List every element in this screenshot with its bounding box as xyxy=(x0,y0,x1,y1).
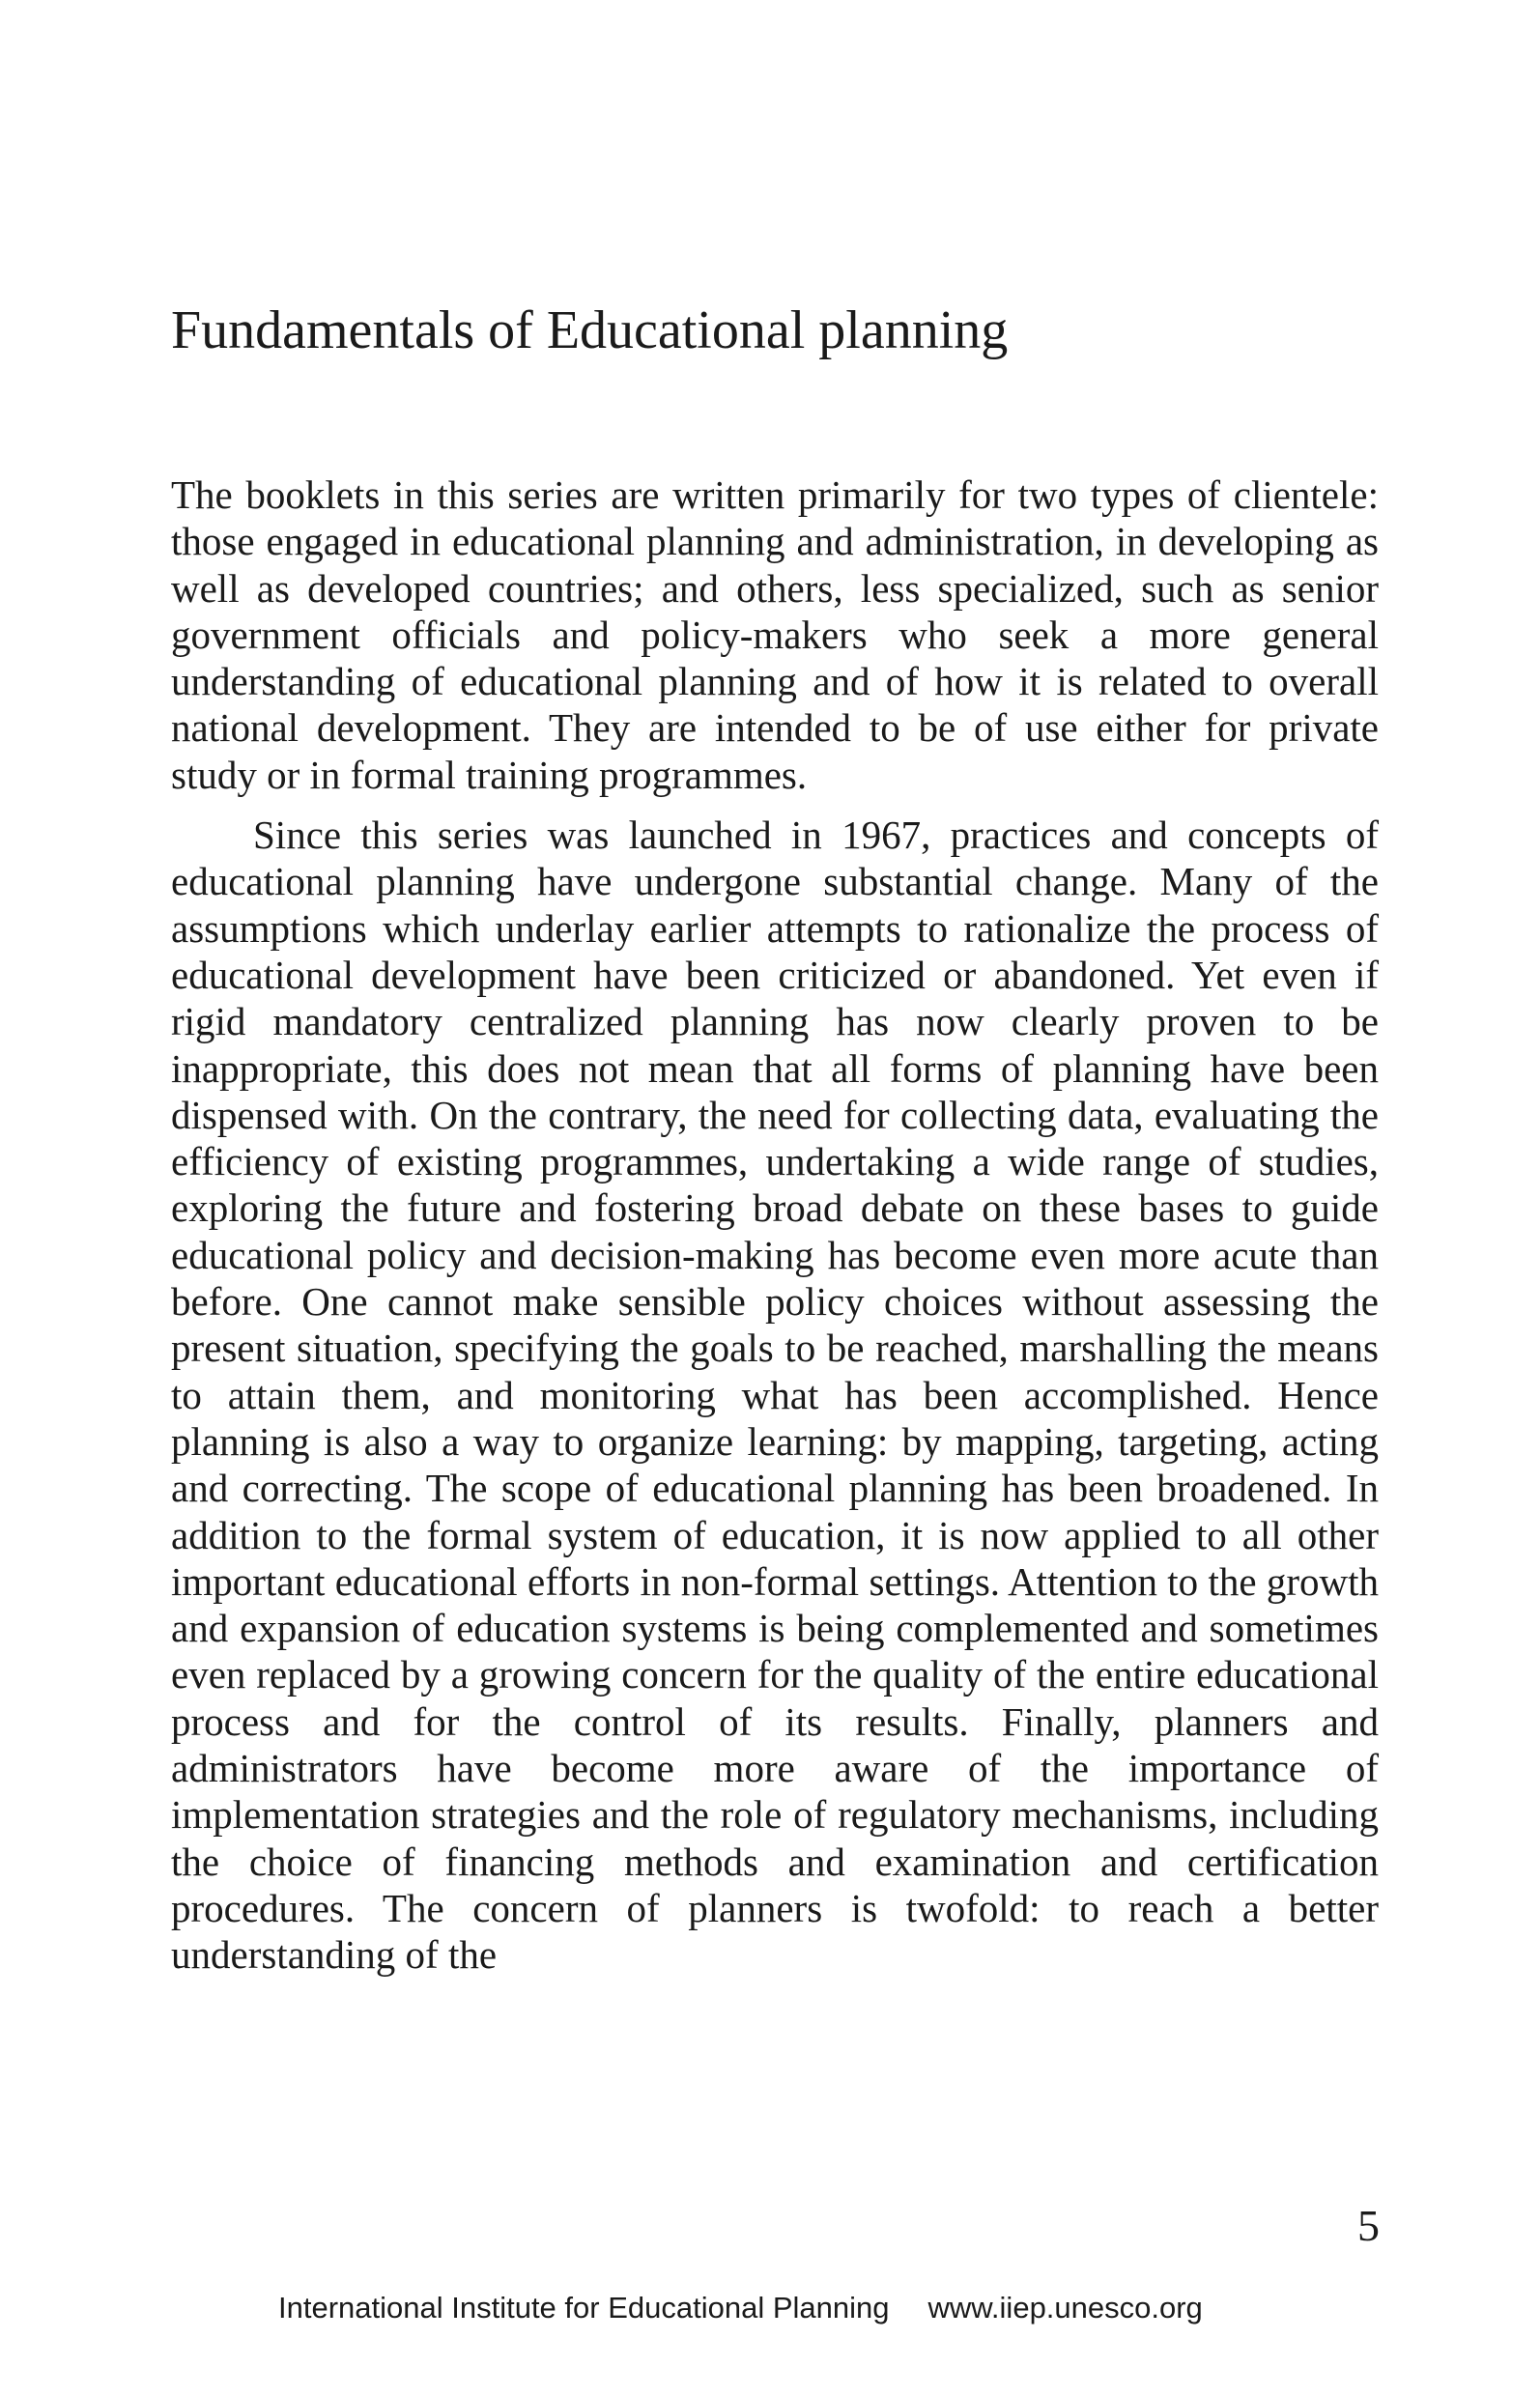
paragraph-history: Since this series was launched in 1967, practices and concepts of educational planning have undergone substantial change. Many of the assumptions which underlay earlier attempts to rationalize the process of educational development have been criticized or abandoned. Yet even if rigid mandatory centralized planning has now clearly proven to be inappropriate, this does not mean that all forms of planning have been dispensed with. On the contrary, the need for collecting data, evaluating the efficiency of existing programmes, undertaking a wide range of studies, exploring the future and fostering broad debate on these bases to guide educational policy and decision-making has become even more acute than before. One cannot make sensible policy choices without assessing the present situation, specifying the goals to be reached, marshalling the means to attain them, and monitoring what has been accomplished. Hence planning is also a way to organize learning: by mapping, targeting, acting and correcting. The scope of educational planning has been broadened. In addition to the formal system of education, it is now applied to all other important educational efforts in non-formal settings. Attention to the growth and expansion of education systems is being complemented and sometimes even replaced by a growing concern for the quality of the entire educational process and for the control of its results. Finally, planners and administrators have become more aware of the importance of implementation strategies and the role of regulatory mechanisms, including the choice of financing methods and examination and certification procedures. The concern of planners is twofold: to reach a better understanding of the xyxy=(171,813,1379,1978)
page-title: Fundamentals of Educational planning xyxy=(171,300,1009,360)
body-text xyxy=(171,471,1379,1979)
footer-url: www.iiep.unesco.org xyxy=(927,2291,1203,2325)
page-number: 5 xyxy=(1357,2201,1380,2250)
paragraph-intro: The booklets in this series are written primarily for two types of clientele: those engaged in educational planning and administration, in developing as well as developed countries; and others, less specialized, such as senior government officials and policy-makers who seek a more general understanding of educational planning and of how it is related to overall national development. They are intended to be of use either for private study or in formal training programmes. xyxy=(171,472,1379,797)
footer-organization: International Institute for Educational Planning xyxy=(278,2291,890,2325)
footer xyxy=(278,2289,1203,2327)
